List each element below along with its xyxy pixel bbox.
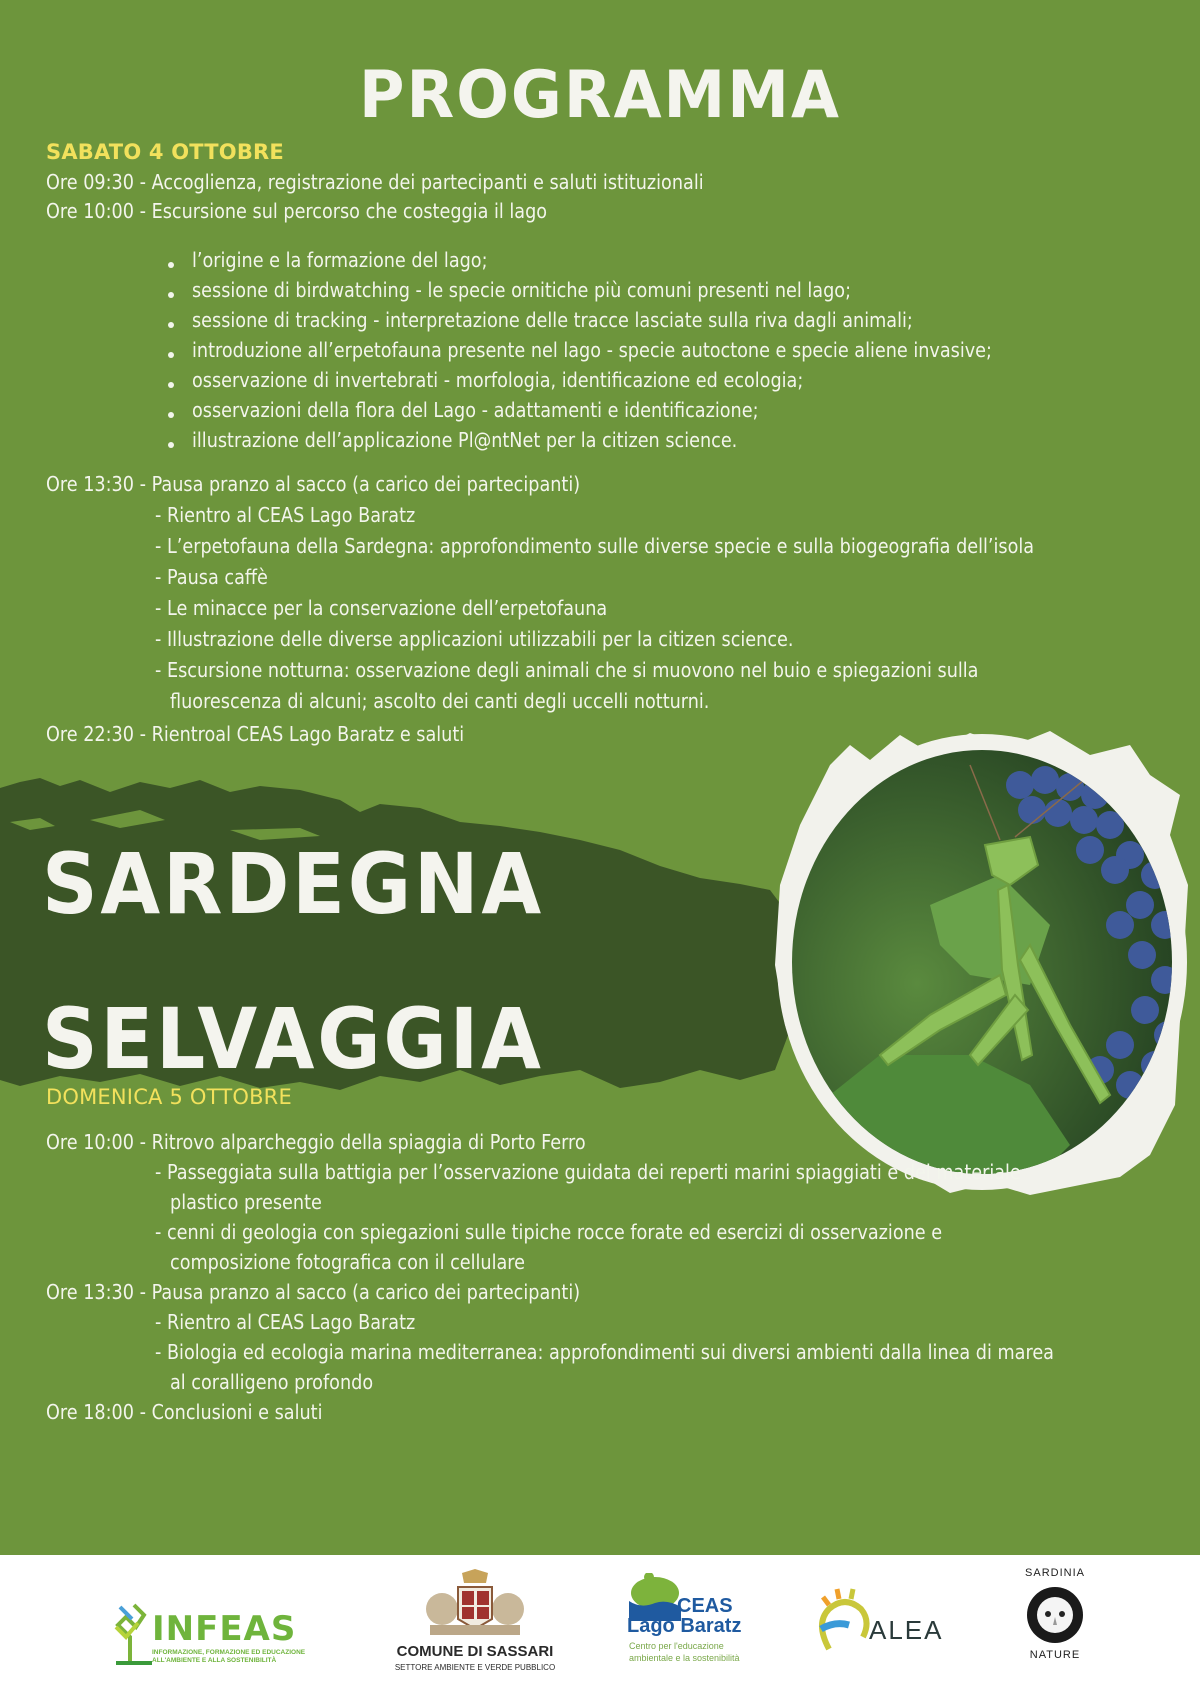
schedule-row <box>46 472 580 496</box>
banner-title-line1: SARDEGNA <box>42 835 544 933</box>
time-label: Ore 13:30 - <box>46 1280 146 1304</box>
sub-item: fluorescenza di alcuni; ascolto dei canti degli uccelli notturni. <box>170 689 710 713</box>
bullet-icon <box>168 412 174 418</box>
sassari-name: COMUNE DI SASSARI <box>396 1643 554 1660</box>
bullet-icon <box>168 442 174 448</box>
sardinia-nature-logo <box>1015 1567 1095 1687</box>
sardinia-top-text: SARDINIA <box>1025 1567 1085 1579</box>
bullet-icon <box>168 262 174 268</box>
activity-text: Escursione sul percorso che costeggia il lago <box>151 199 548 223</box>
sub-item: - Biologia ed ecologia marina mediterranea: approfondimenti sui diversi ambienti dalla linea di marea <box>155 1340 1054 1364</box>
sub-item: - Illustrazione delle diverse applicazioni utilizzabili per la citizen science. <box>155 627 794 651</box>
activity-text: Ritrovo alparcheggio della spiaggia di Porto Ferro <box>151 1130 586 1154</box>
list-item: osservazione di invertebrati - morfologia, identificazione ed ecologia; <box>192 368 804 392</box>
sub-item: - Le minacce per la conservazione dell’erpetofauna <box>155 596 608 620</box>
schedule-row <box>46 1130 586 1154</box>
sub-item: - cenni di geologia con spiegazioni sulle tipiche rocce forate ed esercizi di osservazione e <box>155 1220 943 1244</box>
sardinia-bottom-text: NATURE <box>1029 1649 1081 1661</box>
activity-text: Conclusioni e saluti <box>151 1400 323 1424</box>
ceas-lago-baratz-logo <box>625 1573 765 1693</box>
bullet-icon <box>168 322 174 328</box>
sub-item: - Passeggiata sulla battigia per l’osservazione guidata dei reperti marini spiaggiati e del materiale <box>155 1160 1021 1184</box>
banner-title-line2: SELVAGGIA <box>42 990 544 1088</box>
time-label: Ore 13:30 - <box>46 472 146 496</box>
comune-sassari-logo <box>380 1569 570 1689</box>
activity-text: Pausa pranzo al sacco (a carico dei partecipanti) <box>151 1280 581 1304</box>
bullet-icon <box>168 292 174 298</box>
sub-item: - L’erpetofauna della Sardegna: approfondimento sulle diverse specie e sulla biogeografia dell’isola <box>155 534 1035 558</box>
schedule-row <box>46 722 464 746</box>
turtle-icon <box>627 1573 683 1621</box>
time-label: Ore 10:00 - <box>46 1130 146 1154</box>
time-label: Ore 22:30 - <box>46 722 146 746</box>
sub-item: composizione fotografica con il cellulare <box>170 1250 526 1274</box>
list-item: introduzione all’erpetofauna presente nel lago - specie autoctone e specie aliene invasive; <box>192 338 992 362</box>
sub-item: al coralligeno profondo <box>170 1370 374 1394</box>
infeas-tree-icon <box>112 1597 152 1667</box>
owl-aperture-icon <box>1025 1585 1085 1645</box>
sub-item: plastico presente <box>170 1190 322 1214</box>
schedule-row <box>46 199 547 223</box>
saturday-heading: SABATO 4 OTTOBRE <box>46 140 284 164</box>
schedule-row <box>46 170 704 194</box>
schedule-row <box>46 1400 322 1424</box>
alea-name: ALEA <box>869 1615 944 1645</box>
activity-text: Accoglienza, registrazione dei partecipanti e saluti istituzionali <box>151 170 704 194</box>
sub-item: - Rientro al CEAS Lago Baratz <box>155 503 416 527</box>
mantis-photo <box>770 725 1190 1195</box>
time-label: Ore 09:30 - <box>46 170 146 194</box>
list-item: osservazioni della flora del Lago - adattamenti e identificazione; <box>192 398 759 422</box>
sunday-heading: DOMENICA 5 OTTOBRE <box>46 1085 292 1109</box>
list-item: illustrazione dell’applicazione Pl@ntNet per la citizen science. <box>192 428 738 452</box>
list-item: l’origine e la formazione del lago; <box>192 248 488 272</box>
sub-item: - Pausa caffè <box>155 565 268 589</box>
infeas-tagline: INFORMAZIONE, FORMAZIONE ED EDUCAZIONE <box>152 1649 306 1656</box>
ceas-tagline: Centro per l'educazione <box>629 1641 724 1651</box>
time-label: Ore 18:00 - <box>46 1400 146 1424</box>
coat-of-arms-icon <box>420 1569 530 1637</box>
infeas-logo <box>112 1593 312 1673</box>
ceas-tagline: ambientale e la sostenibilità <box>629 1653 740 1663</box>
list-item: sessione di birdwatching - le specie ornitiche più comuni presenti nel lago; <box>192 278 852 302</box>
sub-item: - Rientro al CEAS Lago Baratz <box>155 1310 416 1334</box>
sub-item: - Escursione notturna: osservazione degli animali che si muovono nel buio e spiegazioni sulla <box>155 658 979 682</box>
schedule-row <box>46 1280 580 1304</box>
alea-logo <box>815 1583 965 1663</box>
activity-text: Pausa pranzo al sacco (a carico dei partecipanti) <box>151 472 581 496</box>
bullet-icon <box>168 382 174 388</box>
page-title: PROGRAMMA <box>359 56 841 133</box>
time-label: Ore 10:00 - <box>46 199 146 223</box>
ceas-name2: Lago Baratz <box>627 1615 742 1637</box>
activity-text: Rientroal CEAS Lago Baratz e saluti <box>151 722 465 746</box>
sassari-tagline: SETTORE AMBIENTE E VERDE PUBBLICO <box>394 1663 556 1672</box>
list-item: sessione di tracking - interpretazione delle tracce lasciate sulla riva dagli animali; <box>192 308 913 332</box>
ceas-name: CEAS <box>677 1595 733 1617</box>
footer-logos <box>0 1555 1200 1696</box>
infeas-name: INFEAS <box>152 1609 297 1649</box>
bullet-icon <box>168 352 174 358</box>
infeas-tagline: ALL'AMBIENTE E ALLA SOSTENIBILITÀ <box>152 1657 277 1664</box>
sun-wave-icon <box>815 1583 875 1653</box>
